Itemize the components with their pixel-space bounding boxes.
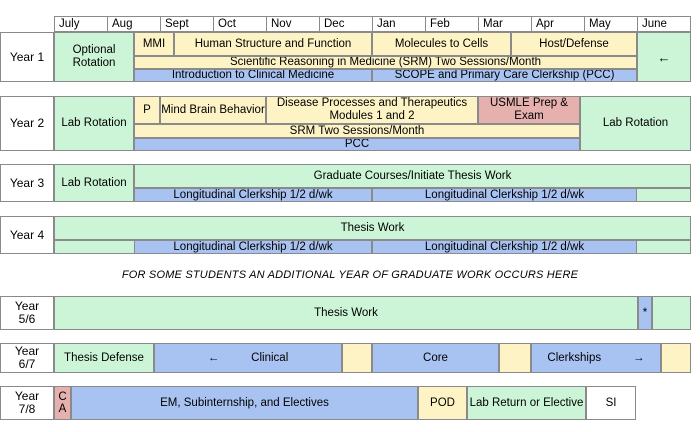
- lab-rotation-y3: Lab Rotation: [54, 164, 134, 202]
- em-subinternship-block: EM, Subinternship, and Electives: [71, 386, 418, 420]
- month-mar: Mar: [478, 16, 531, 32]
- clinical-block: ← Clinical: [154, 343, 342, 373]
- month-july: July: [54, 16, 107, 32]
- mmi-block: MMI: [134, 32, 174, 56]
- pcc-block: PCC: [134, 138, 580, 151]
- month-june: June: [637, 16, 691, 32]
- ca-block: C A: [54, 386, 71, 420]
- clerkships-block: Clerkships →: [531, 343, 661, 373]
- left-arrow-icon: ←: [637, 32, 691, 82]
- month-sept: Sept: [160, 16, 213, 32]
- mind-brain-block: Mind Brain Behavior: [160, 96, 266, 124]
- year-1-label: Year 1: [0, 32, 54, 82]
- month-aug: Aug: [107, 16, 160, 32]
- month-jan: Jan: [372, 16, 425, 32]
- scope-pcc-block: SCOPE and Primary Care Clerkship (PCC): [372, 69, 637, 82]
- lab-rotation-right: Lab Rotation: [580, 96, 691, 151]
- year-67-label: Year 6/7: [0, 343, 54, 373]
- srm-block: Scientific Reasoning in Medicine (SRM) Two Sessions/Month: [134, 56, 637, 69]
- month-apr: Apr: [531, 16, 584, 32]
- y67-gap-1: [342, 343, 372, 373]
- usmle-block: USMLE Prep & Exam: [478, 96, 580, 124]
- month-may: May: [584, 16, 637, 32]
- longitudinal-clerkship-1: Longitudinal Clerkship 1/2 d/wk: [134, 188, 372, 202]
- longitudinal-clerkship-y4-2: Longitudinal Clerkship 1/2 d/wk: [372, 240, 637, 254]
- thesis-work-y56: Thesis Work: [54, 296, 638, 330]
- si-block: SI: [586, 386, 636, 420]
- asterisk-block: *: [638, 296, 652, 330]
- lab-rotation-left: Lab Rotation: [54, 96, 134, 151]
- graduate-courses-block: Graduate Courses/Initiate Thesis Work: [134, 164, 691, 188]
- pod-block: POD: [418, 386, 467, 420]
- month-dec: Dec: [319, 16, 372, 32]
- p-block: P: [134, 96, 160, 124]
- disease-processes-block: Disease Processes and Therapeutics Modules 1 and 2: [266, 96, 478, 124]
- host-defense-block: Host/Defense: [511, 32, 637, 56]
- year-78-label: Year 7/8: [0, 386, 54, 420]
- srm-y2-block: SRM Two Sessions/Month: [134, 124, 580, 138]
- y56-end-block: [652, 296, 691, 330]
- molecules-block: Molecules to Cells: [372, 32, 511, 56]
- month-feb: Feb: [425, 16, 478, 32]
- human-structure-block: Human Structure and Function: [174, 32, 372, 56]
- thesis-work-y4: Thesis Work: [54, 216, 691, 240]
- year-56-label: Year 5/6: [0, 296, 54, 330]
- longitudinal-clerkship-y4-1: Longitudinal Clerkship 1/2 d/wk: [134, 240, 372, 254]
- y67-gap-2: [499, 343, 531, 373]
- longitudinal-clerkship-2: Longitudinal Clerkship 1/2 d/wk: [372, 188, 637, 202]
- year-4-label: Year 4: [0, 216, 54, 254]
- month-nov: Nov: [266, 16, 319, 32]
- optional-rotation: Optional Rotation: [54, 32, 134, 82]
- additional-year-note: FOR SOME STUDENTS AN ADDITIONAL YEAR OF GRADUATE WORK OCCURS HERE: [121, 269, 579, 281]
- lab-return-block: Lab Return or Elective: [467, 386, 586, 420]
- thesis-defense-block: Thesis Defense: [54, 343, 154, 373]
- core-block: Core: [372, 343, 499, 373]
- year-2-label: Year 2: [0, 96, 54, 151]
- month-oct: Oct: [213, 16, 266, 32]
- y67-gap-3: [661, 343, 691, 373]
- intro-clinical-block: Introduction to Clinical Medicine: [134, 69, 372, 82]
- year-3-label: Year 3: [0, 164, 54, 202]
